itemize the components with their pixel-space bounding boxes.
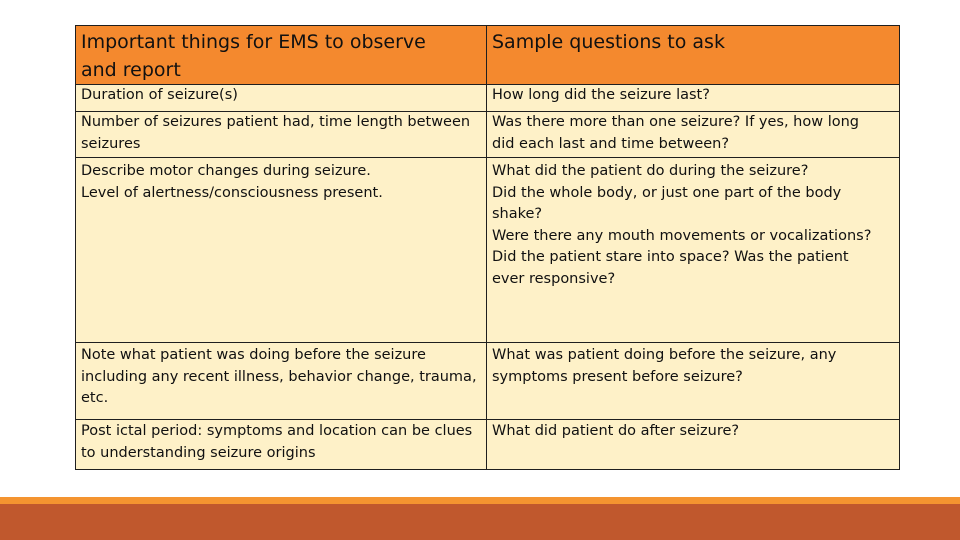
footer-accent-stripe [0, 497, 960, 504]
header-questions-text: Sample questions to ask [492, 31, 725, 53]
table-row [76, 112, 900, 158]
question-cell [487, 112, 900, 158]
observe-text: Duration of seizure(s) [81, 87, 238, 103]
header-questions [487, 26, 900, 85]
observe-text: Number of seizures patient had, time length between seizures [81, 114, 471, 152]
header-observe [76, 26, 487, 85]
question-cell [487, 343, 900, 420]
observe-text: Post ictal period: symptoms and location can be clues to understanding seizure origins [81, 423, 473, 461]
observe-cell [76, 420, 487, 470]
question-text: What did patient do after seizure? [492, 423, 740, 439]
observe-cell [76, 343, 487, 420]
question-text: How long did the seizure last? [492, 87, 710, 103]
question-cell [487, 85, 900, 112]
question-text: Was there more than one seizure? If yes, how long did each last and time between? [492, 114, 860, 152]
footer-bar [0, 504, 960, 540]
observe-text: Describe motor changes during seizure. Level of alertness/consciousness present. [81, 163, 383, 201]
table-header-row [76, 26, 900, 85]
table-row [76, 343, 900, 420]
question-cell [487, 420, 900, 470]
question-text: What did the patient do during the seizure? Did the whole body, or just one part of the body shake? Were there any mouth movements or vocalizations? Did the patient stare into space? Was the patient ever responsive? [492, 163, 872, 287]
table-row [76, 85, 900, 112]
ems-seizure-table [75, 25, 900, 470]
observe-cell [76, 112, 487, 158]
observe-cell [76, 85, 487, 112]
header-observe-text: Important things for EMS to observe and report [81, 31, 426, 81]
question-cell [487, 158, 900, 343]
table-row [76, 420, 900, 470]
question-text: What was patient doing before the seizure, any symptoms present before seizure? [492, 347, 837, 385]
table-row [76, 158, 900, 343]
observe-text: Note what patient was doing before the seizure including any recent illness, behavior change, trauma, etc. [81, 347, 477, 406]
observe-cell [76, 158, 487, 343]
